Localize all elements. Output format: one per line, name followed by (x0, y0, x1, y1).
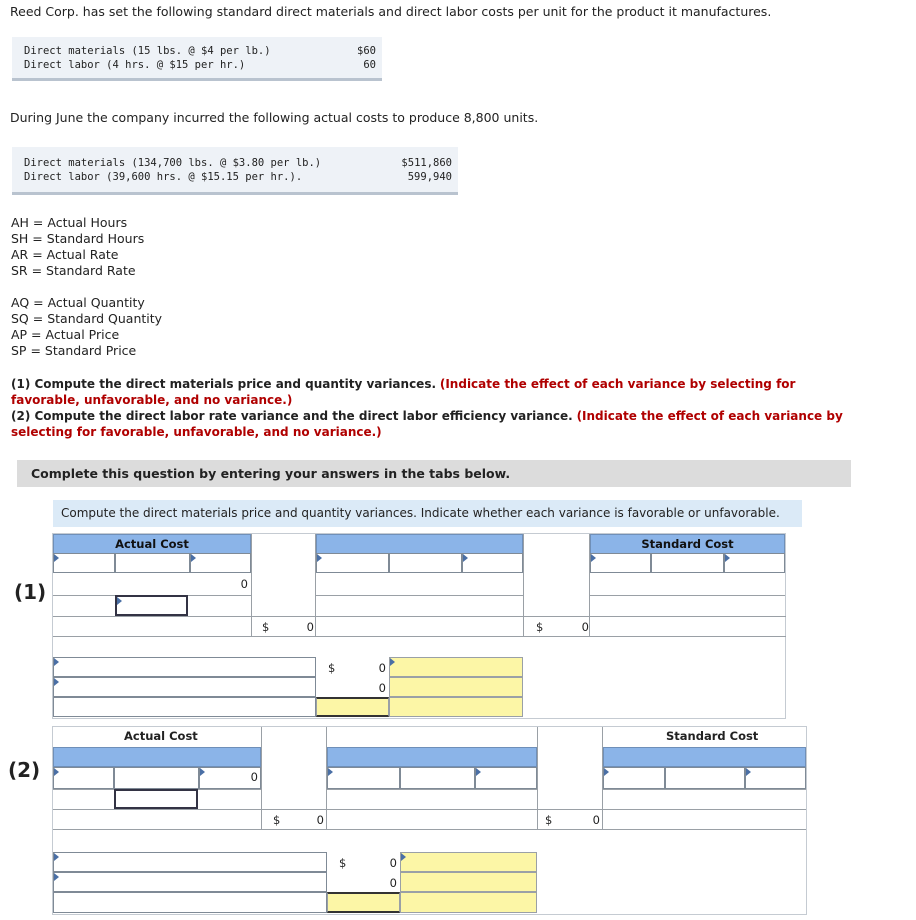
actual-value-input[interactable] (115, 595, 188, 616)
rate-variance-label-input[interactable] (53, 852, 327, 872)
part-2-label: (2) (8, 758, 41, 782)
efficiency-variance-value: 0 (389, 876, 397, 890)
actual-value: 599,940 (407, 171, 452, 183)
abbrev-item: AH = Actual Hours (11, 215, 128, 230)
dropdown-marker-icon (463, 554, 468, 562)
dollar-sign: $ (328, 661, 336, 675)
labor-abbreviations (11, 215, 144, 279)
dropdown-marker-icon (200, 768, 205, 776)
dollar-sign: $ (339, 856, 347, 870)
standard-label: Direct materials (15 lbs. @ $4 per lb.) (24, 45, 271, 57)
question-text: (1) Compute the direct materials price and quantity variances. (11, 377, 437, 391)
dropdown-marker-icon (117, 597, 122, 605)
quantity-variance-label-input[interactable] (53, 677, 316, 697)
dollar-sign: $ (273, 813, 281, 827)
actual-row (24, 170, 452, 184)
divider (261, 727, 262, 829)
divider (316, 595, 523, 596)
actual-intro-text: During June the company incurred the following actual costs to produce 8,800 units. (10, 110, 539, 125)
actual-cost-total-2: 0 (316, 813, 324, 827)
actual-total-value: 0 (240, 577, 248, 591)
dropdown-marker-icon (401, 853, 406, 861)
standard-costs-table (12, 37, 382, 81)
actual-row (24, 156, 452, 170)
actual-hours-input[interactable] (53, 767, 114, 789)
actual-quantity-input[interactable] (53, 553, 115, 573)
rate-variance-effect-select[interactable] (400, 852, 537, 872)
standard-price-input[interactable] (651, 553, 724, 573)
standard-label: Direct labor (4 hrs. @ $15 per hr.) (24, 59, 246, 71)
divider (53, 616, 786, 617)
standard-value: $60 (357, 45, 376, 57)
total-labor-variance-label-input[interactable] (53, 892, 327, 913)
abbrev-item: SP = Standard Price (11, 343, 137, 358)
abbrev-item: SH = Standard Hours (11, 231, 145, 246)
abbrev-item: AP = Actual Price (11, 327, 120, 342)
dropdown-marker-icon (54, 768, 59, 776)
dropdown-marker-icon (746, 768, 751, 776)
abbrev-item: AQ = Actual Quantity (11, 295, 145, 310)
actual-cost-label: Actual Cost (115, 537, 189, 551)
middle-rate-input[interactable] (400, 767, 475, 789)
dollar-sign: $ (536, 620, 544, 634)
actual-rate-input[interactable] (114, 767, 199, 789)
standard-value: 60 (363, 59, 376, 71)
dropdown-marker-icon (54, 554, 59, 562)
middle-header (316, 534, 523, 554)
standard-cost-total: 0 (581, 620, 589, 634)
divider (327, 789, 537, 790)
dropdown-marker-icon (54, 873, 59, 881)
divider (603, 789, 806, 790)
abbrev-item: SQ = Standard Quantity (11, 311, 163, 326)
dropdown-marker-icon (725, 554, 730, 562)
question-note: (Indicate the effect of each variance by selecting for favorable, unfavorable, and no variance.) (11, 377, 796, 407)
standard-operator-input-2[interactable] (745, 767, 806, 789)
middle-price-input[interactable] (389, 553, 462, 573)
standard-hours-input[interactable] (603, 767, 665, 789)
efficiency-variance-label-input[interactable] (53, 872, 327, 892)
dropdown-marker-icon (54, 853, 59, 861)
dropdown-marker-icon (54, 678, 59, 686)
divider (53, 829, 806, 830)
complete-question-text: Complete this question by entering your answers in the tabs below. (31, 466, 511, 481)
efficiency-variance-effect-select[interactable] (400, 872, 537, 892)
actual-cost-header-2 (53, 747, 261, 767)
standard-cost-header-2 (603, 747, 806, 767)
price-variance-effect-select[interactable] (389, 657, 523, 677)
divider (523, 534, 524, 636)
question-1 (11, 376, 861, 408)
price-variance-value: 0 (378, 661, 386, 675)
actual-total-value-2: 0 (250, 770, 258, 784)
dropdown-marker-icon (604, 768, 609, 776)
dollar-sign: $ (545, 813, 553, 827)
divider (537, 727, 538, 829)
divider (53, 809, 806, 810)
dropdown-marker-icon (476, 768, 481, 776)
standard-row (24, 44, 376, 58)
instruction-text: Compute the direct materials price and quantity variances. Indicate whether each variance is favorable or unfavorable. (61, 506, 780, 520)
intro-text: Reed Corp. has set the following standard direct materials and direct labor costs per unit for the product it manufactures. (10, 4, 772, 19)
dropdown-marker-icon (591, 554, 596, 562)
actual-costs-table (12, 147, 458, 195)
divider (251, 534, 252, 636)
standard-row (24, 58, 376, 72)
abbrev-item: AR = Actual Rate (11, 247, 119, 262)
materials-abbreviations (11, 295, 162, 359)
abbrev-item: SR = Standard Rate (11, 263, 136, 278)
actual-label: Direct labor (39,600 hrs. @ $15.15 per hr.). (24, 171, 303, 183)
dropdown-marker-icon (390, 658, 395, 666)
quantity-variance-value: 0 (378, 681, 386, 695)
divider (315, 534, 316, 636)
total-labor-variance-value (327, 892, 400, 913)
instruction-banner (53, 500, 802, 527)
dropdown-marker-icon (328, 768, 333, 776)
divider (589, 534, 590, 636)
question-text: (2) Compute the direct labor rate variance and the direct labor efficiency variance. (11, 409, 573, 423)
complete-question-bar (17, 460, 851, 487)
actual-label: Direct materials (134,700 lbs. @ $3.80 per lb.) (24, 157, 322, 169)
standard-operator-input[interactable] (724, 553, 785, 573)
total-labor-variance-effect-select[interactable] (400, 892, 537, 913)
actual-operator-input[interactable] (190, 553, 251, 573)
standard-cost-header (590, 534, 785, 554)
dropdown-marker-icon (191, 554, 196, 562)
actual-cost-total: 0 (306, 620, 314, 634)
middle-hours-input[interactable] (327, 767, 400, 789)
middle-header-2 (327, 747, 537, 767)
actual-value: $511,860 (401, 157, 452, 169)
total-variance-label-input[interactable] (53, 697, 316, 717)
standard-quantity-input[interactable] (590, 553, 651, 573)
part-1-label: (1) (14, 580, 47, 604)
standard-cost-label-2: Standard Cost (666, 729, 759, 743)
divider (590, 595, 785, 596)
question-note: (Indicate the effect of each variance by selecting for favorable, unfavorable, and no variance.) (11, 409, 843, 439)
middle-quantity-input[interactable] (316, 553, 389, 573)
actual-cost-label-2: Actual Cost (124, 729, 198, 743)
price-variance-label-input[interactable] (53, 657, 316, 677)
middle-operator-input[interactable] (462, 553, 523, 573)
actual-cost-header (53, 534, 251, 554)
dropdown-marker-icon (317, 554, 322, 562)
rate-variance-value: 0 (389, 856, 397, 870)
standard-cost-total-2: 0 (592, 813, 600, 827)
dropdown-marker-icon (54, 658, 59, 666)
standard-rate-input[interactable] (665, 767, 745, 789)
standard-cost-label: Standard Cost (641, 537, 734, 551)
actual-value-input-2[interactable] (114, 789, 198, 809)
dollar-sign: $ (262, 620, 270, 634)
total-variance-value (316, 697, 389, 717)
middle-operator-input-2[interactable] (475, 767, 537, 789)
quantity-variance-effect-select[interactable] (389, 677, 523, 697)
total-variance-effect-select[interactable] (389, 697, 523, 717)
divider (53, 636, 786, 637)
question-2 (11, 408, 861, 440)
actual-price-input[interactable] (115, 553, 190, 573)
